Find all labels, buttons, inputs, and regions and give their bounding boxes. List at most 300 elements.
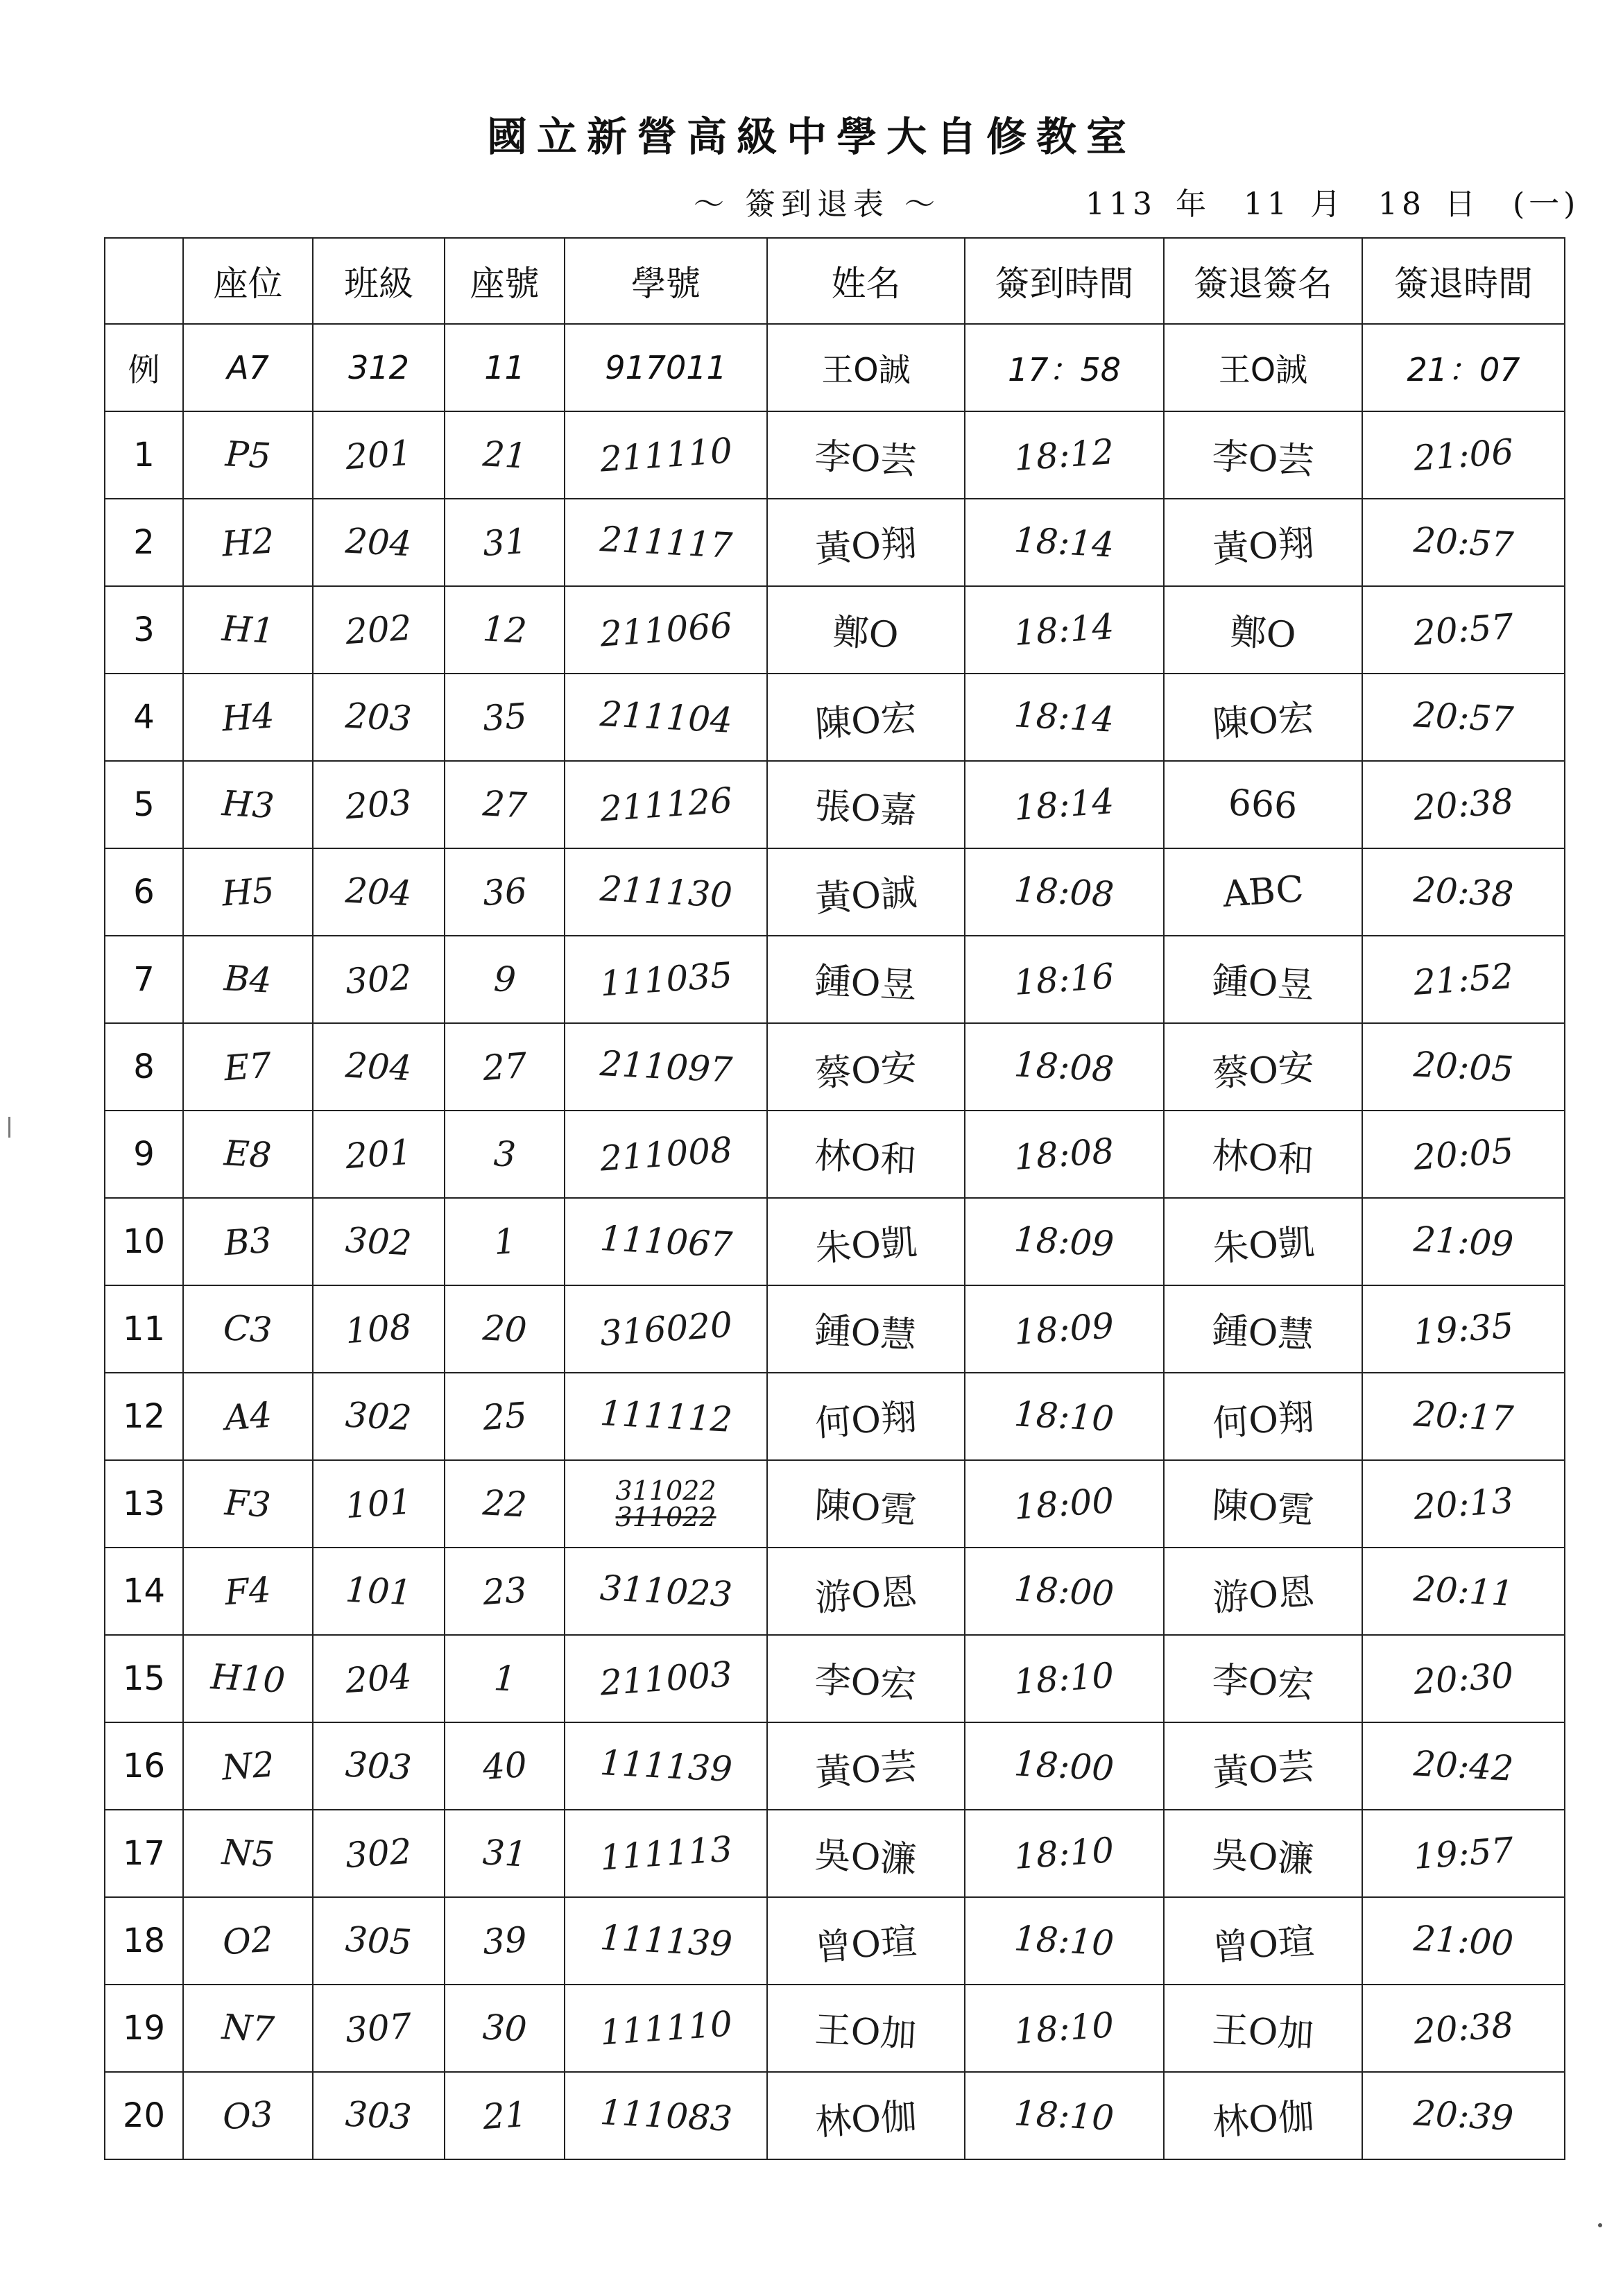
cell-signin-time xyxy=(965,1810,1164,1897)
cell-seat-no-text: 31 xyxy=(481,1832,528,1875)
cell-class-text: 204 xyxy=(344,520,413,565)
cell-name xyxy=(767,1548,965,1635)
cell-student-id-text: 316020 xyxy=(598,1304,734,1354)
cell-seat-text: O2 xyxy=(221,1919,275,1963)
cell-signout-name xyxy=(1164,411,1362,499)
cell-signout-time-text: 21:52 xyxy=(1412,956,1515,1003)
cell-name-text: 林O和 xyxy=(814,1134,918,1182)
cell-signout-time-text: 19:57 xyxy=(1412,1830,1515,1877)
cell-student-id xyxy=(565,1460,767,1548)
cell-seat-no xyxy=(445,1285,565,1373)
cell-seat-text: E8 xyxy=(223,1133,273,1176)
cell-name-text: 林O伽 xyxy=(814,2095,919,2144)
cell-name-text: 黃O翔 xyxy=(814,522,919,571)
cell-signout-time xyxy=(1362,1985,1565,2072)
cell-seat xyxy=(183,1635,313,1722)
row-number: 1 xyxy=(105,411,183,499)
cell-signin-time-text: 18:14 xyxy=(1013,694,1115,740)
cell-class xyxy=(313,1548,445,1635)
cell-student-id xyxy=(565,936,767,1023)
cell-name xyxy=(767,411,965,499)
cell-name xyxy=(767,1985,965,2072)
cell-class xyxy=(313,674,445,761)
cell-class xyxy=(313,1285,445,1373)
cell-signout-name xyxy=(1164,936,1362,1023)
cell-signout-name xyxy=(1164,1722,1362,1810)
cell-seat-text: H4 xyxy=(220,695,276,739)
cell-signout-time-text: 20:39 xyxy=(1412,2093,1515,2139)
cell-name-text: 張O嘉 xyxy=(814,785,918,832)
cell-signout-name xyxy=(1164,1810,1362,1897)
date-year: 113 xyxy=(1085,187,1156,222)
cell-name xyxy=(767,1023,965,1111)
cell-signout-name-text: 黃O芸 xyxy=(1211,1745,1316,1794)
cell-signout-name xyxy=(1164,1023,1362,1111)
cell-name xyxy=(767,761,965,848)
cell-name-text: 吳O濂 xyxy=(814,1833,918,1881)
cell-seat-no xyxy=(445,1635,565,1722)
cell-signout-time xyxy=(1362,761,1565,848)
cell-student-id-text: 111113 xyxy=(598,1828,734,1878)
row-number: 8 xyxy=(105,1023,183,1111)
cell-signout-name xyxy=(1164,1373,1362,1460)
cell-class xyxy=(313,1810,445,1897)
cell-name-text: 陳O宏 xyxy=(814,696,919,746)
cell-seat-no-text: 36 xyxy=(481,870,529,914)
signin-table xyxy=(104,237,1565,2160)
cell-seat-text: H2 xyxy=(220,520,276,565)
cell-signout-name-text: 黃O翔 xyxy=(1211,522,1316,571)
cell-signout-name-text: ABC xyxy=(1221,868,1305,916)
cell-signin-time xyxy=(965,936,1164,1023)
row-number: 例 xyxy=(105,324,183,411)
cell-class-text: 302 xyxy=(344,1219,413,1264)
row-number: 14 xyxy=(105,1548,183,1635)
cell-class-text: 201 xyxy=(344,1131,413,1177)
cell-class xyxy=(313,761,445,848)
cell-signout-name-text: 李O芸 xyxy=(1210,435,1315,483)
cell-seat-no xyxy=(445,586,565,674)
cell-student-id-text: 111139 xyxy=(599,1917,733,1964)
row-number: 6 xyxy=(105,848,183,936)
cell-seat-no: 11 xyxy=(445,324,565,411)
cell-student-id xyxy=(565,848,767,936)
table-row xyxy=(105,848,1565,936)
cell-signout-name xyxy=(1164,1548,1362,1635)
cell-name-text: 黃O芸 xyxy=(814,1745,919,1794)
form-date xyxy=(1085,179,1599,223)
cell-seat-no xyxy=(445,1897,565,1985)
cell-signout-name xyxy=(1164,761,1362,848)
cell-name xyxy=(767,2072,965,2159)
cell-class-text: 101 xyxy=(344,1569,413,1613)
cell-class xyxy=(313,1023,445,1111)
cell-signout-time-text: 20:42 xyxy=(1412,1743,1515,1789)
cell-seat-no xyxy=(445,1548,565,1635)
cell-signout-name-text: 曾O瑄 xyxy=(1211,1920,1316,1969)
cell-signin-time-text: 18:14 xyxy=(1013,520,1115,565)
cell-signout-name xyxy=(1164,2072,1362,2159)
cell-signout-name xyxy=(1164,848,1362,936)
cell-class-text: 307 xyxy=(344,2005,413,2051)
cell-signout-name-text: 吳O濂 xyxy=(1210,1833,1315,1881)
cell-seat-no xyxy=(445,1985,565,2072)
table-row xyxy=(105,1810,1565,1897)
cell-name xyxy=(767,1635,965,1722)
cell-seat-text: H1 xyxy=(221,608,275,651)
student-id-struck: 311022 xyxy=(615,1502,716,1532)
cell-name xyxy=(767,499,965,586)
cell-student-id xyxy=(565,761,767,848)
cell-name xyxy=(767,1285,965,1373)
cell-student-id-text: 111083 xyxy=(599,2092,733,2139)
cell-class xyxy=(313,848,445,936)
cell-seat-no-text: 31 xyxy=(481,520,529,565)
cell-name-text: 李O芸 xyxy=(814,435,918,483)
cell-signout-time xyxy=(1362,411,1565,499)
cell-class-text: 203 xyxy=(344,695,413,739)
cell-class xyxy=(313,936,445,1023)
row-number: 16 xyxy=(105,1722,183,1810)
cell-class-text: 302 xyxy=(344,957,413,1002)
cell-class-text: 101 xyxy=(344,1481,413,1527)
cell-signin-time xyxy=(965,1897,1164,1985)
cell-signout-time xyxy=(1362,1897,1565,1985)
row-number: 12 xyxy=(105,1373,183,1460)
cell-class xyxy=(313,1635,445,1722)
cell-name-text: 游O恩 xyxy=(814,1570,919,1620)
cell-seat-no-text: 21 xyxy=(481,2093,529,2138)
cell-signout-time-text: 20:30 xyxy=(1412,1655,1515,1702)
cell-signout-name-text: 鄭O xyxy=(1228,611,1297,656)
cell-signout-time xyxy=(1362,499,1565,586)
cell-seat xyxy=(183,936,313,1023)
cell-signin-time-text: 18:10 xyxy=(1013,1655,1116,1702)
cell-seat-no-text: 25 xyxy=(481,1394,529,1439)
cell-signout-name xyxy=(1164,1460,1362,1548)
cell-seat-no-text: 23 xyxy=(481,1569,529,1613)
row-number: 15 xyxy=(105,1635,183,1722)
cell-seat-no xyxy=(445,1373,565,1460)
cell-seat xyxy=(183,1897,313,1985)
corrected-student-id xyxy=(615,1477,716,1530)
cell-student-id-text: 111067 xyxy=(599,1218,733,1265)
cell-seat-no-text: 1 xyxy=(492,1658,517,1699)
cell-seat: A7 xyxy=(183,324,313,411)
cell-signout-name-text: 鍾O昱 xyxy=(1210,959,1315,1007)
table-row xyxy=(105,1285,1565,1373)
cell-student-id-text: 211130 xyxy=(599,868,733,916)
table-row xyxy=(105,1635,1565,1722)
row-number: 5 xyxy=(105,761,183,848)
table-row xyxy=(105,761,1565,848)
cell-name-text: 曾O瑄 xyxy=(814,1920,919,1969)
table-row xyxy=(105,1198,1565,1285)
date-month-label: 月 xyxy=(1309,187,1345,222)
cell-signout-time-text: 20:13 xyxy=(1412,1480,1515,1527)
cell-seat-no-text: 20 xyxy=(481,1308,528,1351)
cell-class xyxy=(313,499,445,586)
cell-signout-name-text: 游O恩 xyxy=(1211,1570,1316,1620)
cell-seat-no xyxy=(445,411,565,499)
cell-student-id xyxy=(565,411,767,499)
cell-name-text: 鍾O慧 xyxy=(814,1309,918,1357)
cell-signout-time-text: 20:11 xyxy=(1412,1568,1515,1614)
cell-seat-text: C3 xyxy=(222,1308,274,1351)
cell-name-text: 鍾O昱 xyxy=(814,959,918,1007)
cell-signout-time-text: 21:00 xyxy=(1412,1918,1515,1964)
cell-name-text: 朱O凱 xyxy=(814,1221,919,1270)
table-row xyxy=(105,1985,1565,2072)
cell-class xyxy=(313,1373,445,1460)
cell-student-id xyxy=(565,1635,767,1722)
cell-seat-no-text: 21 xyxy=(481,434,528,477)
cell-seat-no-text: 27 xyxy=(481,783,528,826)
cell-signout-name xyxy=(1164,1985,1362,2072)
cell-seat-no-text: 9 xyxy=(492,959,517,1000)
cell-signout-time xyxy=(1362,1722,1565,1810)
cell-seat-no-text: 35 xyxy=(481,695,529,739)
cell-name-text: 鄭O xyxy=(832,611,900,656)
cell-signout-name xyxy=(1164,1635,1362,1722)
cell-class: 312 xyxy=(313,324,445,411)
cell-name-text: 王O加 xyxy=(814,2008,918,2056)
cell-student-id xyxy=(565,1985,767,2072)
col-header-signout-time: 簽退時間 xyxy=(1362,238,1565,324)
example-row xyxy=(105,324,1565,411)
cell-student-id-text: 211110 xyxy=(598,430,734,480)
table-row xyxy=(105,2072,1565,2159)
cell-seat-no-text: 40 xyxy=(481,1744,529,1788)
cell-signin-time xyxy=(965,1722,1164,1810)
table-row xyxy=(105,1373,1565,1460)
cell-signin-time xyxy=(965,499,1164,586)
cell-signout-time xyxy=(1362,1285,1565,1373)
cell-signin-time xyxy=(965,761,1164,848)
cell-signin-time-text: 18:09 xyxy=(1013,1305,1116,1353)
row-number: 18 xyxy=(105,1897,183,1985)
cell-seat-no xyxy=(445,499,565,586)
cell-student-id: 917011 xyxy=(565,324,767,411)
cell-signin-time-text: 18:16 xyxy=(1013,956,1116,1003)
cell-signin-time-text: 18:10 xyxy=(1013,2005,1116,2052)
cell-class xyxy=(313,1985,445,2072)
cell-seat-text: N5 xyxy=(221,1832,275,1875)
table-row xyxy=(105,586,1565,674)
cell-seat-no xyxy=(445,848,565,936)
cell-signin-time-text: 18:12 xyxy=(1013,431,1116,479)
cell-seat-no xyxy=(445,1460,565,1548)
header-row xyxy=(105,238,1565,324)
cell-class xyxy=(313,586,445,674)
cell-student-id-text: 211117 xyxy=(599,519,733,566)
cell-signout-time xyxy=(1362,936,1565,1023)
cell-seat-text: F3 xyxy=(223,1482,273,1525)
cell-signin-time xyxy=(965,1548,1164,1635)
scan-mark xyxy=(8,1117,10,1138)
table-row xyxy=(105,1111,1565,1198)
cell-signin-time xyxy=(965,2072,1164,2159)
cell-student-id xyxy=(565,2072,767,2159)
cell-signout-name: 王O誠 xyxy=(1164,324,1362,411)
cell-signout-time-text: 20:05 xyxy=(1412,1044,1515,1090)
cell-signout-time xyxy=(1362,674,1565,761)
cell-signout-name-text: 陳O霓 xyxy=(1210,1484,1315,1532)
cell-seat-text: P5 xyxy=(224,434,272,477)
cell-seat-text: E7 xyxy=(223,1045,273,1089)
cell-student-id xyxy=(565,1722,767,1810)
cell-signout-name xyxy=(1164,1111,1362,1198)
row-number: 7 xyxy=(105,936,183,1023)
cell-signout-name-text: 666 xyxy=(1227,782,1299,828)
cell-name xyxy=(767,1810,965,1897)
cell-student-id-text: 211126 xyxy=(598,780,734,830)
row-number: 20 xyxy=(105,2072,183,2159)
row-number: 4 xyxy=(105,674,183,761)
row-number: 11 xyxy=(105,1285,183,1373)
cell-signout-time xyxy=(1362,586,1565,674)
row-number: 19 xyxy=(105,1985,183,2072)
table-row xyxy=(105,1023,1565,1111)
cell-seat xyxy=(183,586,313,674)
col-header-name: 姓名 xyxy=(767,238,965,324)
cell-seat-text: O3 xyxy=(221,2093,275,2138)
cell-class xyxy=(313,1198,445,1285)
cell-seat-text: H10 xyxy=(209,1656,286,1701)
row-number: 2 xyxy=(105,499,183,586)
cell-name xyxy=(767,1897,965,1985)
row-number: 13 xyxy=(105,1460,183,1548)
cell-signin-time xyxy=(965,1460,1164,1548)
cell-seat-no xyxy=(445,936,565,1023)
cell-seat-no-text: 22 xyxy=(481,1482,528,1525)
cell-class xyxy=(313,1111,445,1198)
form-subtitle: ～ 簽到退表 ～ xyxy=(694,187,941,222)
cell-signout-time-text: 21:06 xyxy=(1412,431,1515,479)
cell-signout-time xyxy=(1362,1548,1565,1635)
date-day-label: 日 xyxy=(1444,187,1479,222)
cell-student-id-text: 111139 xyxy=(599,1742,733,1790)
cell-seat-no-text: 39 xyxy=(481,1919,529,1963)
col-header-class: 班級 xyxy=(313,238,445,324)
cell-student-id xyxy=(565,1198,767,1285)
cell-name xyxy=(767,1722,965,1810)
scan-dot xyxy=(1598,2223,1602,2227)
cell-seat-text: A4 xyxy=(223,1394,273,1439)
row-number: 3 xyxy=(105,586,183,674)
cell-signout-time xyxy=(1362,1635,1565,1722)
cell-seat xyxy=(183,1985,313,2072)
cell-seat-no xyxy=(445,1810,565,1897)
cell-signout-name xyxy=(1164,1897,1362,1985)
cell-class-text: 204 xyxy=(344,1045,413,1089)
cell-seat xyxy=(183,674,313,761)
cell-signout-time-text: 19:35 xyxy=(1412,1305,1515,1353)
table-row xyxy=(105,674,1565,761)
cell-signin-time-text: 18:08 xyxy=(1013,1131,1116,1178)
cell-student-id-text: 211104 xyxy=(599,694,733,741)
cell-signin-time xyxy=(965,848,1164,936)
table-row xyxy=(105,499,1565,586)
cell-seat xyxy=(183,1198,313,1285)
cell-seat-text: H3 xyxy=(221,783,275,826)
cell-signin-time-text: 18:10 xyxy=(1013,1830,1116,1877)
cell-name xyxy=(767,586,965,674)
cell-seat xyxy=(183,848,313,936)
table-row xyxy=(105,1460,1565,1548)
cell-class xyxy=(313,1897,445,1985)
cell-signout-time xyxy=(1362,1198,1565,1285)
cell-student-id-text: 111035 xyxy=(598,954,734,1004)
cell-signout-time: 21：07 xyxy=(1362,324,1565,411)
cell-signout-time-text: 20:17 xyxy=(1412,1394,1515,1439)
cell-student-id-text: 311023 xyxy=(599,1568,733,1615)
cell-seat-no-text: 12 xyxy=(481,608,528,651)
cell-signout-name-text: 鍾O慧 xyxy=(1210,1309,1315,1357)
cell-signin-time xyxy=(965,1635,1164,1722)
cell-seat-no xyxy=(445,1198,565,1285)
cell-name xyxy=(767,1198,965,1285)
cell-name-text: 蔡O安 xyxy=(814,1046,919,1095)
cell-student-id xyxy=(565,674,767,761)
cell-student-id xyxy=(565,499,767,586)
col-header-signout-name: 簽退簽名 xyxy=(1164,238,1362,324)
cell-seat-no xyxy=(445,674,565,761)
cell-signout-time-text: 20:57 xyxy=(1412,694,1515,740)
cell-signout-name-text: 何O翔 xyxy=(1211,1396,1316,1445)
cell-signout-name xyxy=(1164,1198,1362,1285)
cell-signin-time-text: 18:10 xyxy=(1013,2093,1115,2139)
cell-class xyxy=(313,1722,445,1810)
cell-signin-time-text: 18:09 xyxy=(1013,1219,1115,1265)
cell-signout-time xyxy=(1362,1111,1565,1198)
cell-signout-name xyxy=(1164,674,1362,761)
cell-signout-time-text: 20:57 xyxy=(1412,520,1515,565)
cell-signin-time xyxy=(965,1985,1164,2072)
cell-signin-time xyxy=(965,674,1164,761)
cell-name xyxy=(767,674,965,761)
cell-signin-time xyxy=(965,411,1164,499)
cell-seat xyxy=(183,1548,313,1635)
cell-seat-no-text: 3 xyxy=(492,1133,517,1175)
date-weekday: (一) xyxy=(1512,187,1580,222)
cell-signout-time-text: 20:38 xyxy=(1412,869,1515,915)
cell-signin-time-text: 18:08 xyxy=(1013,1044,1115,1090)
cell-student-id-text: 211097 xyxy=(599,1043,733,1090)
cell-name xyxy=(767,936,965,1023)
table-row xyxy=(105,411,1565,499)
cell-name-text: 黃O誠 xyxy=(814,871,919,920)
cell-signout-name-text: 李O宏 xyxy=(1210,1659,1315,1706)
row-number: 17 xyxy=(105,1810,183,1897)
cell-signout-time-text: 21:09 xyxy=(1412,1219,1515,1265)
cell-seat-no xyxy=(445,2072,565,2159)
cell-seat-text: F4 xyxy=(223,1569,273,1613)
cell-class-text: 108 xyxy=(344,1306,413,1352)
cell-signin-time-text: 18:00 xyxy=(1013,1743,1115,1789)
cell-student-id xyxy=(565,1897,767,1985)
cell-signin-time xyxy=(965,1373,1164,1460)
col-header-index xyxy=(105,238,183,324)
cell-signin-time xyxy=(965,1285,1164,1373)
row-number: 10 xyxy=(105,1198,183,1285)
cell-seat-text: N2 xyxy=(220,1744,276,1788)
cell-signin-time xyxy=(965,1198,1164,1285)
cell-signout-time xyxy=(1362,1373,1565,1460)
cell-signout-name-text: 林O和 xyxy=(1210,1134,1315,1182)
cell-seat xyxy=(183,1460,313,1548)
cell-class xyxy=(313,1460,445,1548)
